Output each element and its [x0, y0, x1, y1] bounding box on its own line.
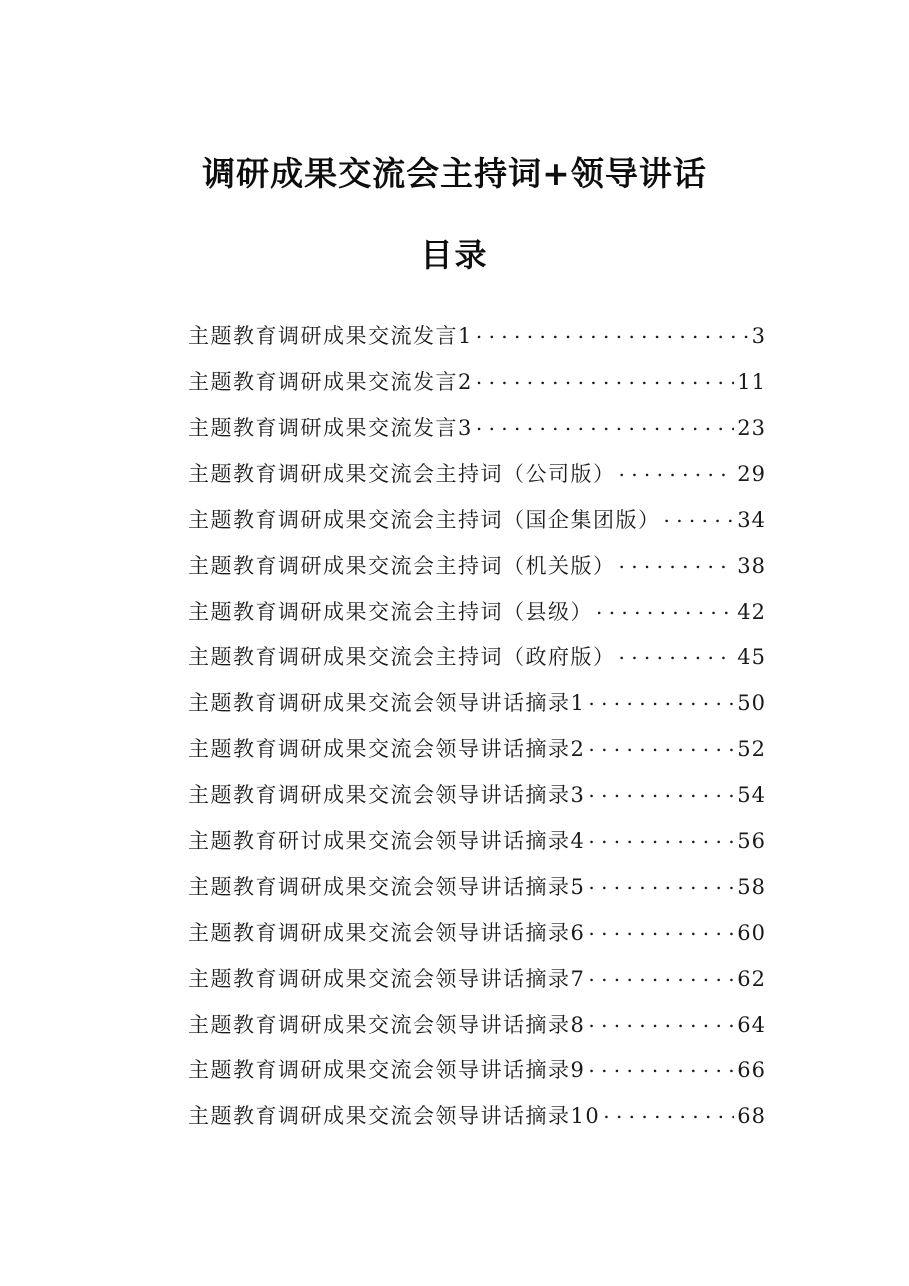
- toc-dot-leader: [619, 639, 735, 664]
- toc-entry-title: 主题教育研讨成果交流会领导讲话摘录4: [188, 828, 586, 853]
- toc-entry-title: 主题教育调研成果交流会领导讲话摘录10: [188, 1104, 601, 1129]
- toc-entry-title: 主题教育调研成果交流会领导讲话摘录2: [188, 737, 586, 762]
- toc-entry-page: 64: [737, 1012, 766, 1037]
- toc-entry[interactable]: [188, 639, 766, 685]
- toc-entry-title: 主题教育调研成果交流会主持词（公司版）: [188, 461, 616, 486]
- toc-entry-title: 主题教育调研成果交流会领导讲话摘录9: [188, 1058, 586, 1083]
- toc-entry-page: 52: [737, 737, 766, 762]
- toc-entry[interactable]: [188, 502, 766, 548]
- toc-entry-title: 主题教育调研成果交流会领导讲话摘录5: [188, 874, 586, 899]
- toc-entry[interactable]: [188, 823, 766, 869]
- toc-dot-leader: [588, 777, 734, 802]
- toc-dot-leader: [588, 685, 734, 710]
- toc-entry-page: 56: [737, 828, 766, 853]
- toc-entry[interactable]: [188, 777, 766, 823]
- toc-entry-title: 主题教育调研成果交流会领导讲话摘录8: [188, 1012, 586, 1037]
- toc-heading: 目录: [420, 236, 489, 274]
- toc-entry-page: 42: [737, 599, 766, 624]
- toc-dot-leader: [588, 1006, 734, 1031]
- toc-entry[interactable]: [188, 547, 766, 593]
- document-title: 调研成果交流会主持词+领导讲话: [202, 154, 707, 193]
- toc-entry-title: 主题教育调研成果交流会领导讲话摘录1: [188, 691, 586, 716]
- toc-dot-leader: [588, 1052, 734, 1077]
- toc-entry-page: 60: [737, 920, 766, 945]
- toc-dot-leader: [588, 960, 734, 985]
- toc-entry[interactable]: [188, 869, 766, 915]
- toc-dot-leader: [596, 593, 734, 618]
- toc-dot-leader: [619, 547, 735, 572]
- toc-entry-page: 62: [737, 966, 766, 991]
- toc-entry[interactable]: [188, 410, 766, 456]
- toc-entry-page: 34: [737, 507, 766, 532]
- toc-entry-title: 主题教育调研成果交流会领导讲话摘录7: [188, 966, 586, 991]
- toc-entry-page: 38: [737, 553, 766, 578]
- toc-dot-leader: [588, 915, 734, 940]
- toc-entry[interactable]: [188, 1006, 766, 1052]
- toc-entry-title: 主题教育调研成果交流发言1: [188, 324, 473, 349]
- toc-entry-page: 54: [737, 783, 766, 808]
- toc-entry-page: 29: [737, 461, 766, 486]
- toc-entry-title: 主题教育调研成果交流会主持词（国企集团版）: [188, 507, 661, 532]
- toc-entry-title: 主题教育调研成果交流发言2: [188, 370, 473, 395]
- toc-entry[interactable]: [188, 593, 766, 639]
- toc-entry-page: 3: [751, 324, 766, 349]
- table-of-contents: [188, 318, 766, 1144]
- toc-dot-leader: [588, 731, 734, 756]
- toc-dot-leader: [603, 1098, 734, 1123]
- toc-entry[interactable]: [188, 960, 766, 1006]
- toc-dot-leader: [588, 823, 734, 848]
- toc-entry-page: 68: [737, 1104, 766, 1129]
- toc-entry-title: 主题教育调研成果交流会主持词（县级）: [188, 599, 593, 624]
- toc-entry[interactable]: [188, 1098, 766, 1144]
- toc-entry-page: 23: [737, 415, 766, 440]
- toc-entry-title: 主题教育调研成果交流会主持词（机关版）: [188, 553, 616, 578]
- toc-entry-title: 主题教育调研成果交流会领导讲话摘录6: [188, 920, 586, 945]
- toc-entry-title: 主题教育调研成果交流发言3: [188, 415, 473, 440]
- toc-entry[interactable]: [188, 1052, 766, 1098]
- toc-entry[interactable]: [188, 364, 766, 410]
- toc-dot-leader: [476, 318, 749, 343]
- toc-entry-page: 58: [737, 874, 766, 899]
- toc-entry[interactable]: [188, 318, 766, 364]
- toc-dot-leader: [619, 456, 735, 481]
- toc-entry[interactable]: [188, 456, 766, 502]
- toc-entry-page: 50: [737, 691, 766, 716]
- toc-entry-title: 主题教育调研成果交流会主持词（政府版）: [188, 645, 616, 670]
- toc-entry[interactable]: [188, 685, 766, 731]
- toc-dot-leader: [588, 869, 734, 894]
- toc-entry[interactable]: [188, 731, 766, 777]
- toc-dot-leader: [476, 364, 734, 389]
- toc-entry-title: 主题教育调研成果交流会领导讲话摘录3: [188, 783, 586, 808]
- toc-entry-page: 11: [737, 370, 766, 395]
- toc-entry-page: 66: [737, 1058, 766, 1083]
- toc-entry[interactable]: [188, 915, 766, 961]
- toc-dot-leader: [476, 410, 734, 435]
- toc-dot-leader: [664, 502, 735, 527]
- toc-entry-page: 45: [737, 645, 766, 670]
